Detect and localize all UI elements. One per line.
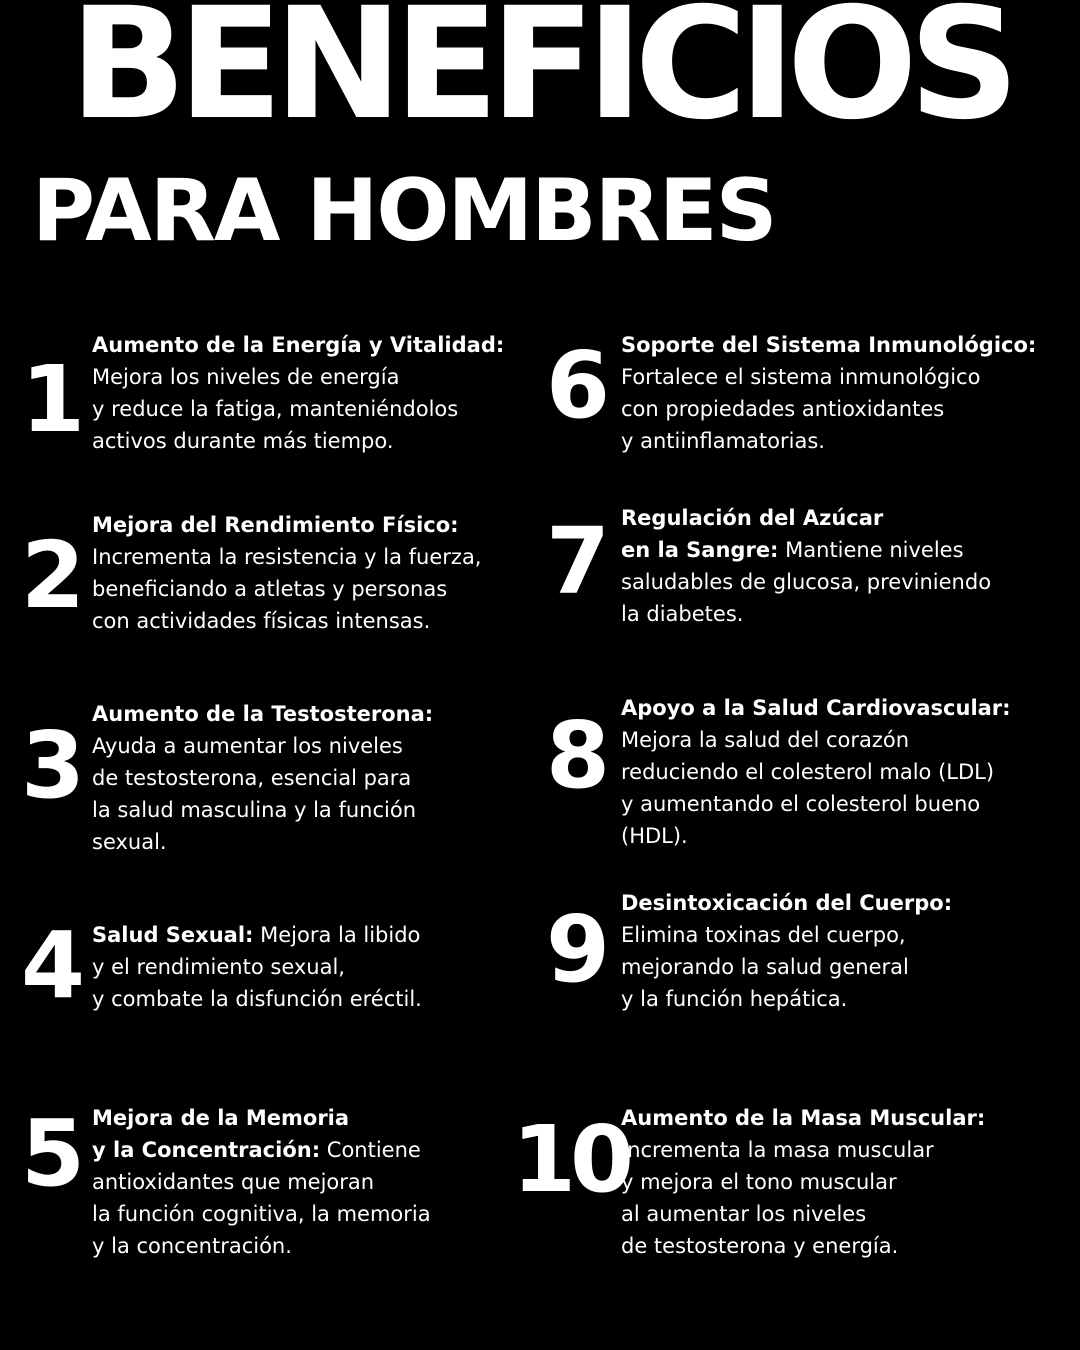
benefit-line: y aumentando el colesterol bueno [621, 792, 981, 816]
benefit-text-4 [92, 919, 422, 1015]
benefit-line: con propiedades antioxidantes [621, 397, 945, 421]
benefit-line: antioxidantes que mejoran [92, 1170, 375, 1194]
benefit-number-9: 9 [545, 896, 604, 1003]
benefit-number-4: 4 [20, 912, 79, 1019]
benefit-line: Incrementa la resistencia y la fuerza, [92, 545, 482, 569]
benefit-heading-5b: y la Concentración: [92, 1138, 321, 1162]
benefit-number-8: 8 [545, 702, 604, 809]
benefit-line: Mejora la libido [253, 923, 421, 947]
benefit-line: mejorando la salud general [621, 955, 909, 979]
benefit-line: sexual. [92, 830, 167, 854]
benefit-text-7 [621, 502, 991, 630]
benefit-line: y combate la disfunción eréctil. [92, 987, 422, 1011]
benefit-heading-7b: en la Sangre: [621, 538, 779, 562]
benefit-line: beneficiando a atletas y personas [92, 577, 448, 601]
benefit-line: la salud masculina y la función [92, 798, 417, 822]
page-title: BENEFICIOS [69, 0, 1011, 154]
benefit-text-9 [621, 887, 952, 1015]
benefit-heading-1: Aumento de la Energía y Vitalidad: [92, 333, 505, 357]
benefit-line: y la función hepática. [621, 987, 848, 1011]
benefit-line: de testosterona y energía. [621, 1234, 899, 1258]
benefit-line: saludables de glucosa, previniendo [621, 570, 992, 594]
benefit-line: reduciendo el colesterol malo (LDL) [621, 760, 995, 784]
benefit-line: de testosterona, esencial para [92, 766, 412, 790]
benefit-number-5: 5 [20, 1100, 79, 1207]
benefit-line: y reduce la fatiga, manteniéndolos [92, 397, 459, 421]
benefit-line: la función cognitiva, la memoria [92, 1202, 431, 1226]
benefit-line: y antiinflamatorias. [621, 429, 825, 453]
benefit-line: Mejora la salud del corazón [621, 728, 910, 752]
benefit-number-6: 6 [545, 332, 604, 439]
benefit-line: Fortalece el sistema inmunológico [621, 365, 981, 389]
benefit-heading-2: Mejora del Rendimiento Físico: [92, 513, 459, 537]
benefit-text-10 [621, 1102, 985, 1262]
benefit-heading-5: Mejora de la Memoria [92, 1106, 350, 1130]
benefit-line: al aumentar los niveles [621, 1202, 867, 1226]
benefit-line: Incrementa la masa muscular [621, 1138, 934, 1162]
benefit-heading-6: Soporte del Sistema Inmunológico: [621, 333, 1037, 357]
benefit-line: Ayuda a aumentar los niveles [92, 734, 403, 758]
benefit-heading-7: Regulación del Azúcar [621, 506, 884, 530]
benefit-line: Mantiene niveles [778, 538, 964, 562]
benefit-line: y el rendimiento sexual, [92, 955, 345, 979]
benefit-text-1 [92, 329, 504, 457]
benefit-heading-8: Apoyo a la Salud Cardiovascular: [621, 696, 1011, 720]
benefit-text-2 [92, 509, 481, 637]
page-subtitle: PARA HOMBRES [32, 161, 776, 261]
benefit-heading-9: Desintoxicación del Cuerpo: [621, 891, 953, 915]
benefit-line: Elimina toxinas del cuerpo, [621, 923, 906, 947]
benefit-number-1: 1 [20, 346, 79, 453]
benefit-line: (HDL). [621, 824, 688, 848]
benefit-number-7: 7 [545, 508, 604, 615]
benefit-heading-3: Aumento de la Testosterona: [92, 702, 434, 726]
benefit-line: y mejora el tono muscular [621, 1170, 897, 1194]
benefit-number-2: 2 [20, 522, 79, 629]
benefit-text-5 [92, 1102, 431, 1262]
benefit-line: la diabetes. [621, 602, 744, 626]
benefit-line: activos durante más tiempo. [92, 429, 394, 453]
benefit-text-8 [621, 692, 1011, 852]
benefit-number-3: 3 [20, 712, 79, 819]
benefit-heading-4: Salud Sexual: [92, 923, 254, 947]
benefit-line: Mejora los niveles de energía [92, 365, 400, 389]
benefit-number-10: 10 [512, 1106, 629, 1213]
benefit-heading-10: Aumento de la Masa Muscular: [621, 1106, 986, 1130]
benefit-line: y la concentración. [92, 1234, 292, 1258]
benefit-text-3 [92, 698, 433, 858]
benefit-text-6 [621, 329, 1036, 457]
benefit-line: Contiene [320, 1138, 421, 1162]
benefit-line: con actividades físicas intensas. [92, 609, 431, 633]
